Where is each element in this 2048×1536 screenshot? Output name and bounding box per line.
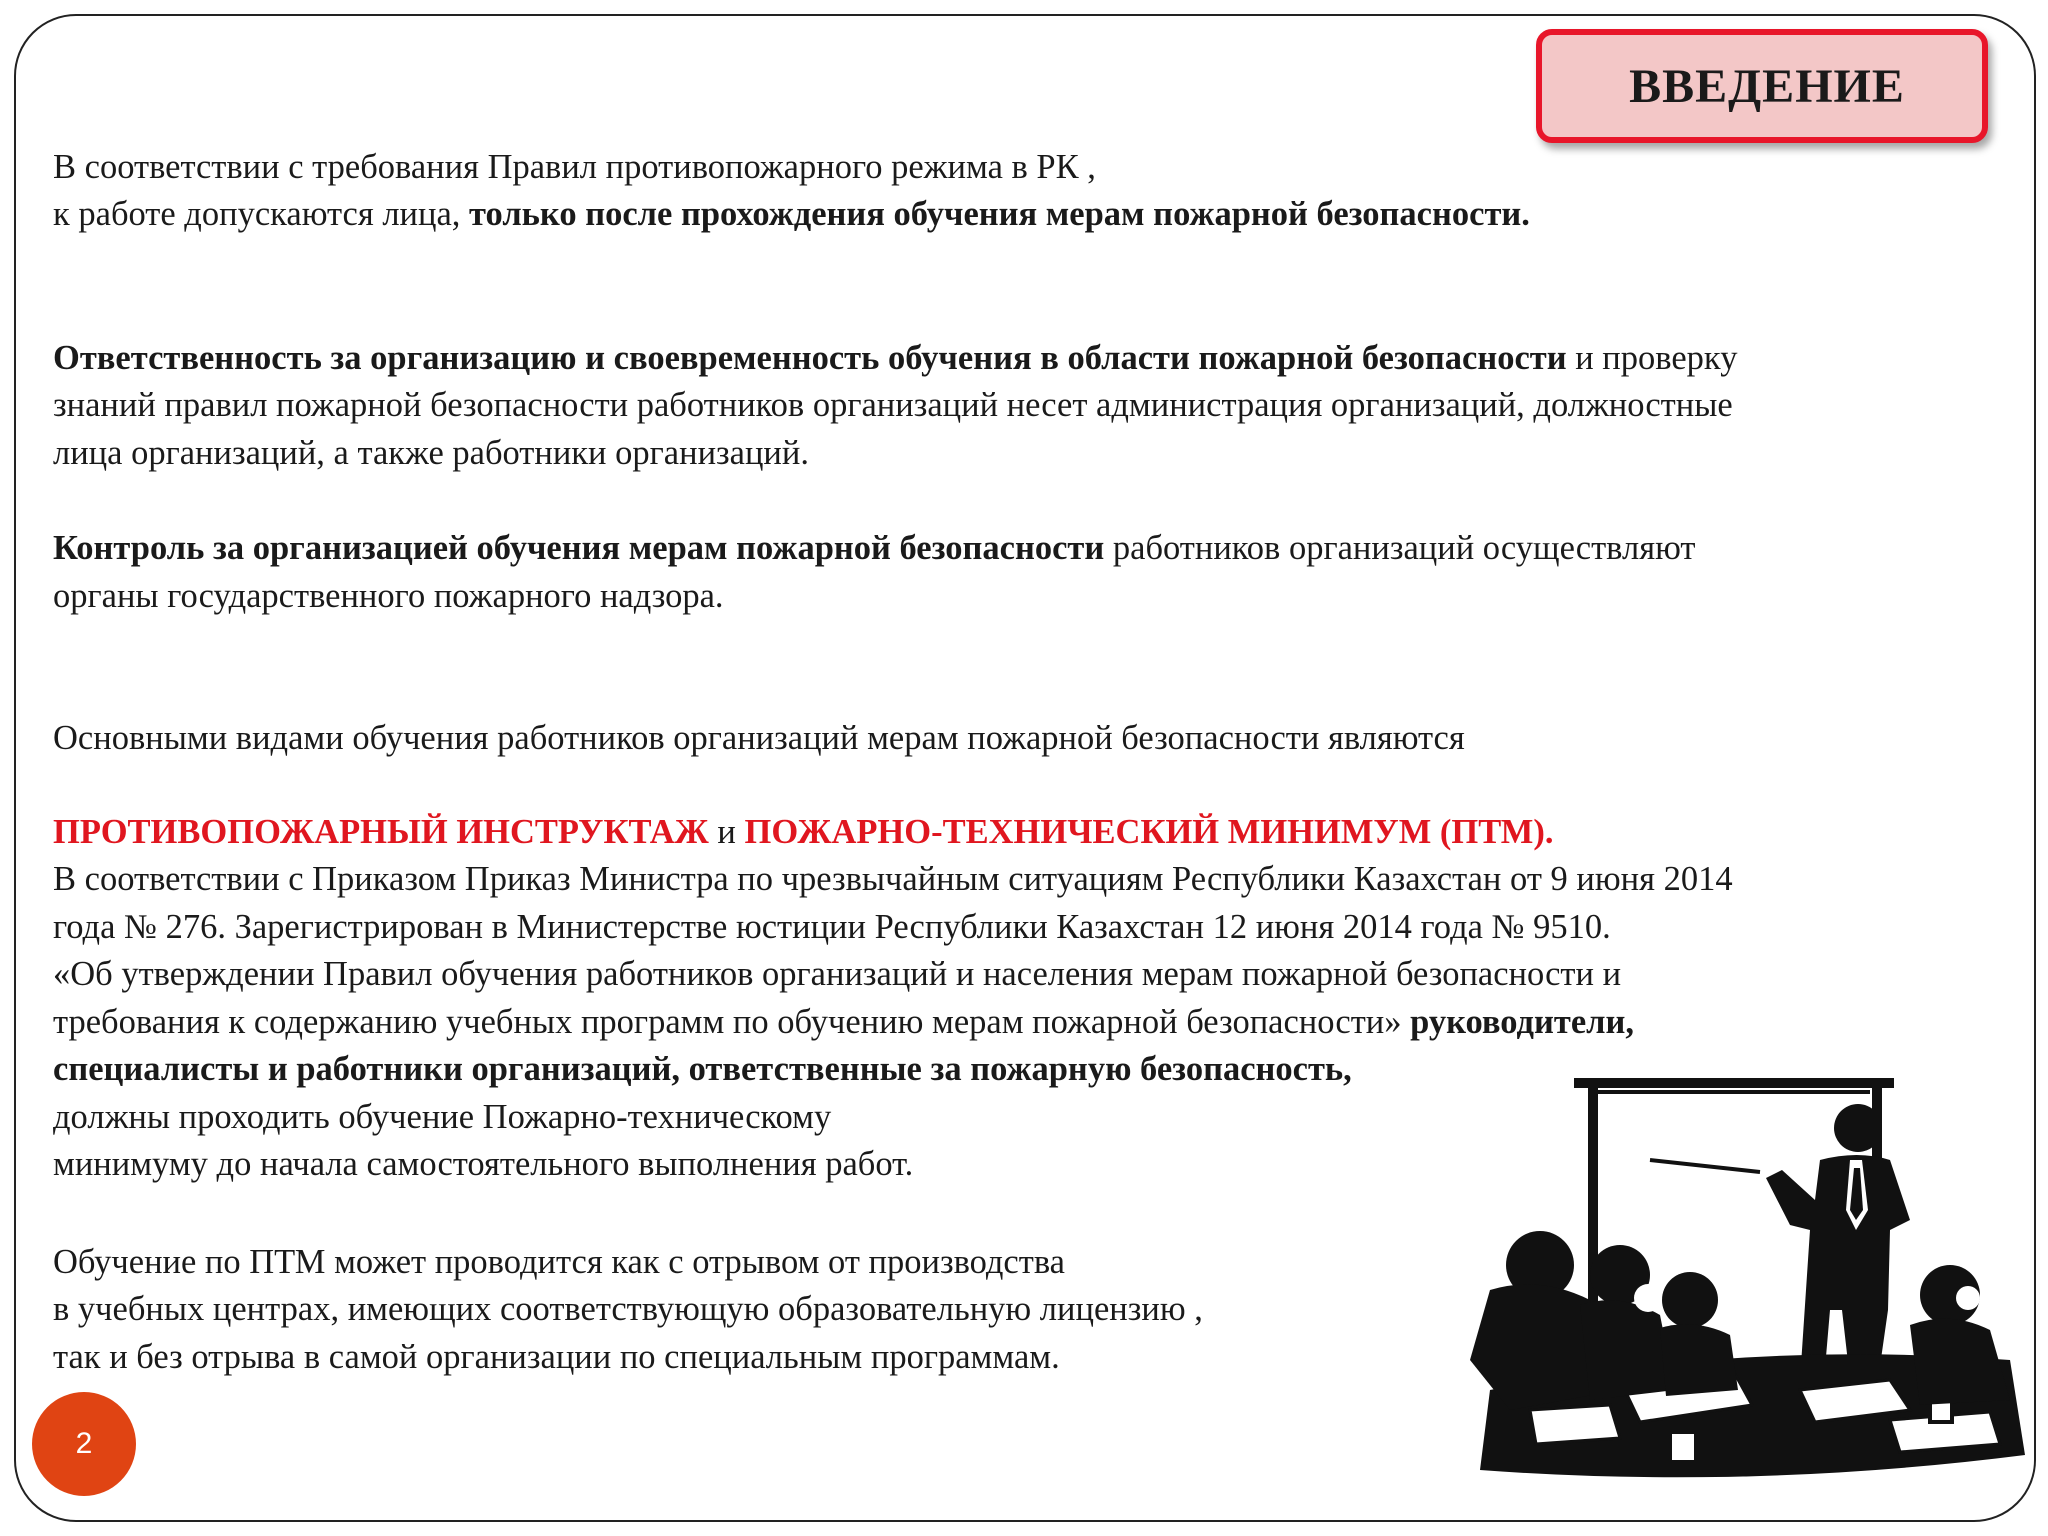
title-box (1536, 29, 1988, 143)
p1-line1: В соответствии с требования Правил противопожарного режима в РК , (53, 148, 1096, 186)
page-number-badge (32, 1392, 136, 1496)
page-number: 2 (75, 1427, 93, 1460)
training-session-silhouette-icon (1470, 1060, 2030, 1500)
red-heading-1: ПРОТИВОПОЖАРНЫЙ ИНСТРУКТАЖ (53, 813, 709, 851)
p5-and: и (708, 813, 745, 851)
p1-line2-text: к работе допускаются лица, (53, 195, 470, 233)
p2-line1 (53, 335, 1737, 382)
p5-line5-bold: руководители, (1410, 1003, 1635, 1041)
p3-line1 (53, 525, 1695, 572)
red-heading-2: ПОЖАРНО-ТЕХНИЧЕСКИЙ МИНИМУМ (ПТМ). (744, 813, 1554, 851)
p5-line3: года № 276. Зарегистрирован в Министерстве юстиции Республики Казахстан 12 июня 2014 года № 9510. (53, 908, 1611, 946)
p5-line4: «Об утверждении Правил обучения работников организаций и населения мерам пожарной безопасности и (53, 955, 1622, 993)
p5-line1 (53, 809, 1553, 856)
slide-title: ВВЕДЕНИЕ (1629, 59, 1905, 113)
p3-line1-bold: Контроль за организацией обучения мерам пожарной безопасности (53, 529, 1105, 567)
p5-line2: В соответствии с Приказом Приказ Министра по чрезвычайным ситуациям Республики Казахстан от 9 июня 2014 (53, 860, 1733, 898)
p2-line1-bold: Ответственность за организацию и своевременность обучения в области пожарной безопасности (53, 339, 1567, 377)
p5-line5 (53, 999, 1634, 1046)
p2-line3: лица организаций, а также работники организаций. (53, 434, 809, 472)
p3-line1-text: работников организаций осуществляют (1104, 529, 1696, 567)
p1-line2 (53, 191, 1530, 238)
p1-line2-bold: только после прохождения обучения мерам пожарной безопасности. (469, 195, 1530, 233)
p2-line2: знаний правил пожарной безопасности работников организаций несет администрация организаций, должностные (53, 386, 1733, 424)
p4-line1: Основными видами обучения работников организаций мерам пожарной безопасности являются (53, 719, 1465, 757)
p5-line7: должны проходить обучение Пожарно-техническому (53, 1098, 832, 1136)
p6-line2: в учебных центрах, имеющих соответствующую образовательную лицензию , (53, 1290, 1203, 1328)
p5-line8: минимуму до начала самостоятельного выполнения работ. (53, 1145, 914, 1183)
p5-line5-text: требования к содержанию учебных программ по обучению мерам пожарной безопасности» (53, 1003, 1411, 1041)
p3-line2: органы государственного пожарного надзора. (53, 577, 724, 615)
p6-line1: Обучение по ПТМ может проводится как с отрывом от производства (53, 1243, 1065, 1281)
p5-line6-bold: специалисты и работники организаций, ответственные за пожарную безопасность, (53, 1050, 1352, 1088)
p6-line3: так и без отрыва в самой организации по специальным программам. (53, 1338, 1060, 1376)
p2-line1-text: и проверку (1566, 339, 1738, 377)
p5-line6 (53, 1046, 1352, 1093)
